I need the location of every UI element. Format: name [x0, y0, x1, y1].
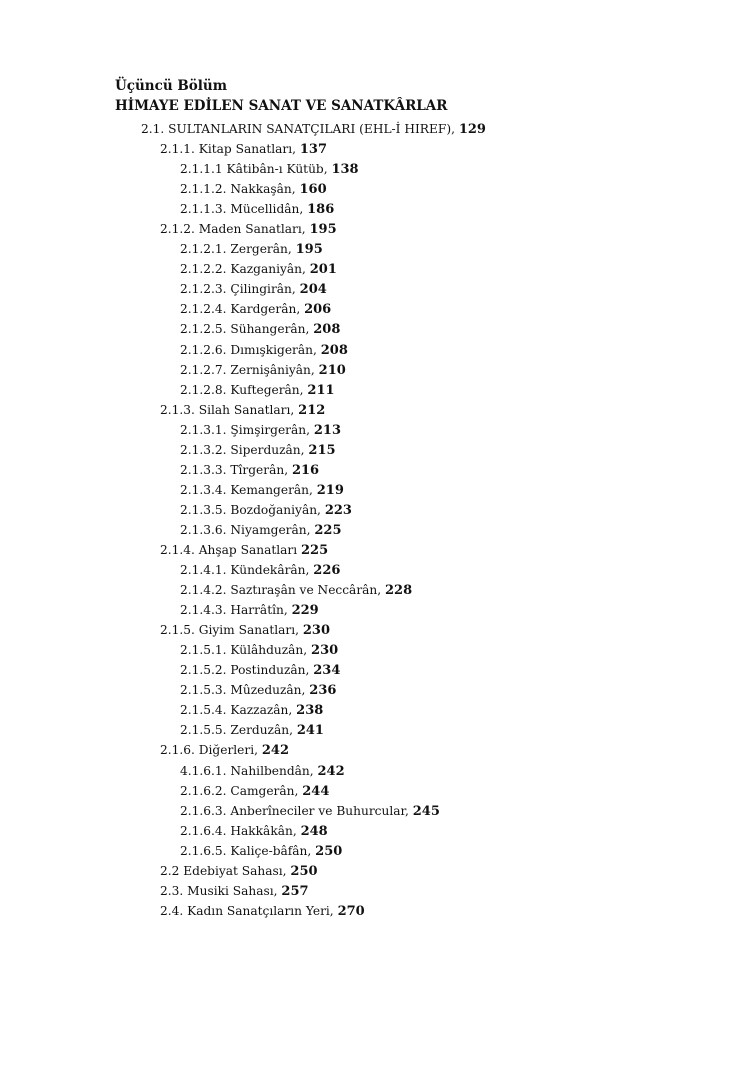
- toc-page-number: 226: [313, 563, 341, 579]
- toc-entry-title: 2.1.5.1. Külâhduzân,: [180, 643, 312, 658]
- toc-page-number: 257: [281, 883, 309, 899]
- toc-entry-title: 2.1.4. Ahşap Sanatları: [160, 542, 301, 557]
- toc-entry-title: 2.1.6.5. Kaliçe-bâfân,: [180, 843, 316, 858]
- toc-page-number: 186: [307, 202, 335, 218]
- toc-entry-title: 2.1.1.3. Mücellidân,: [180, 202, 308, 217]
- toc-entry: [0, 520, 739, 540]
- toc-entry-title: 2.1.2.6. Dımışkigerân,: [180, 342, 321, 357]
- toc-entry-title: 2.1.2.7. Zernişâniyân,: [180, 362, 319, 377]
- toc-entry-title: 2.1.1.1 Kâtibân-ı Kütüb,: [180, 162, 332, 177]
- toc-entry: [0, 781, 739, 801]
- toc-page-number: 195: [309, 222, 337, 238]
- toc-page-number: 208: [313, 322, 341, 338]
- section-title: HİMAYE EDİLEN SANAT VE SANATKÂRLAR: [115, 98, 448, 114]
- toc-entry: [0, 620, 739, 640]
- toc-page-number: 215: [308, 442, 336, 458]
- toc-entry: [0, 319, 739, 339]
- toc-entry: [0, 360, 739, 380]
- toc-page-number: 204: [299, 282, 327, 298]
- toc-entry-title: 2.3. Musiki Sahası,: [160, 883, 282, 898]
- toc-page-number: 216: [291, 462, 320, 478]
- toc-page-number: 195: [295, 242, 323, 258]
- toc-entry: [0, 640, 739, 660]
- toc-entry: [0, 179, 739, 199]
- toc-entry: [0, 540, 739, 560]
- toc-entry-title: 2.1.5.5. Zerduzân,: [180, 723, 297, 738]
- toc-entry: [0, 500, 739, 520]
- toc-page-number: 228: [385, 583, 413, 599]
- toc-page-number: 236: [309, 683, 337, 699]
- toc-entry-title: 2.1.3.5. Bozdoğaniyân,: [180, 502, 325, 517]
- toc-page-number: 210: [318, 362, 346, 378]
- toc-entry-title: 2.1.6.4. Hakkâkân,: [180, 823, 301, 838]
- toc-page-number: 206: [304, 302, 332, 318]
- toc-entry-title: 2.1.2.5. Sühangerân,: [180, 322, 314, 337]
- toc-entry-title: 2.4. Kadın Sanatçıların Yeri,: [160, 903, 338, 918]
- toc-entry-title: 2.1.4.3. Harrâtîn,: [180, 603, 292, 618]
- toc-entry: [0, 660, 739, 680]
- toc-entry: [0, 801, 739, 821]
- toc-entry: [0, 340, 739, 360]
- table-of-contents: [0, 119, 739, 921]
- toc-entry: [0, 259, 739, 279]
- toc-entry: [0, 380, 739, 400]
- toc-entry-title: 2.1.3. Silah Sanatları,: [160, 402, 299, 417]
- toc-entry-title: 2.1.5.4. Kazzazân,: [180, 703, 297, 718]
- toc-entry: [0, 841, 739, 861]
- toc-entry: [0, 239, 739, 259]
- toc-entry-title: 2.1.3.3. Tîrgerân,: [180, 462, 292, 477]
- toc-entry: [0, 700, 739, 720]
- toc-page-number: 250: [315, 843, 343, 859]
- toc-page-number: 241: [296, 723, 324, 739]
- toc-page-number: 248: [300, 823, 328, 839]
- toc-page-number: 238: [296, 703, 324, 719]
- toc-entry: [0, 159, 739, 179]
- toc-page-number: 138: [331, 162, 359, 178]
- toc-entry-title: 2.1.1.2. Nakkaşân,: [180, 182, 300, 197]
- toc-entry-title: 2.1.4.1. Kündekârân,: [180, 563, 314, 578]
- toc-entry: [0, 299, 739, 319]
- toc-page-number: 223: [324, 502, 352, 518]
- toc-entry-title: 2.1.6.3. Anberîneciler ve Buhurcular,: [180, 803, 413, 818]
- toc-entry-title: 2.1.3.6. Niyamgerân,: [180, 522, 315, 537]
- toc-entry: [0, 580, 739, 600]
- toc-entry: [0, 400, 739, 420]
- toc-entry: [0, 821, 739, 841]
- toc-page-number: 244: [302, 783, 330, 799]
- toc-entry-title: 2.1.5.3. Mûzeduzân,: [180, 683, 310, 698]
- toc-page-number: 242: [261, 743, 289, 759]
- toc-entry: [0, 219, 739, 239]
- toc-entry: [0, 861, 739, 881]
- toc-page-number: 219: [316, 482, 344, 498]
- toc-entry-title: 2.1.6. Diğerleri,: [160, 743, 262, 758]
- toc-entry: [0, 761, 739, 781]
- toc-entry: [0, 440, 739, 460]
- toc-entry: [0, 680, 739, 700]
- toc-entry: [0, 460, 739, 480]
- toc-entry-title: 2.1.1. Kitap Sanatları,: [160, 142, 300, 157]
- toc-entry-title: 2.1.2.3. Çilingirân,: [180, 282, 300, 297]
- toc-entry-title: 2.1.3.4. Kemangerân,: [180, 482, 317, 497]
- toc-page-number: 213: [313, 422, 342, 438]
- toc-page-number: 242: [317, 763, 345, 779]
- toc-entry: [0, 560, 739, 580]
- toc-entry: [0, 199, 739, 219]
- toc-page-number: 129: [458, 122, 486, 137]
- toc-page-number: 270: [337, 903, 365, 919]
- toc-entry-title: 2.1.2. Maden Sanatları,: [160, 222, 310, 237]
- toc-page-number: 137: [299, 142, 328, 158]
- toc-entry-title: 2.1. SULTANLARIN SANATÇILARI (EHL-İ HIREF),: [141, 122, 459, 136]
- toc-entry-title: 2.1.2.2. Kazganiyân,: [180, 262, 310, 277]
- toc-entry-title: 2.1.2.1. Zergerân,: [180, 242, 296, 257]
- toc-entry: [0, 279, 739, 299]
- toc-entry: [0, 881, 739, 901]
- toc-page-number: 229: [291, 603, 319, 619]
- toc-page-number: 225: [314, 522, 342, 538]
- toc-entry-title: 2.1.2.4. Kardgerân,: [180, 302, 305, 317]
- toc-entry-title: 2.1.3.1. Şimşirgerân,: [180, 422, 314, 437]
- toc-entry-title: 2.1.4.2. Saztıraşân ve Neccârân,: [180, 583, 386, 598]
- toc-entry: [0, 740, 739, 760]
- toc-entry: [0, 420, 739, 440]
- toc-page-number: 201: [309, 262, 337, 278]
- toc-page-number: 225: [301, 542, 329, 558]
- toc-page-number: 245: [412, 803, 440, 819]
- toc-page-number: 160: [299, 182, 327, 198]
- toc-page-number: 230: [302, 623, 331, 639]
- toc-page-number: 250: [290, 863, 318, 879]
- toc-entry: [0, 139, 739, 159]
- toc-entry: [0, 119, 739, 139]
- toc-page-number: 208: [320, 342, 348, 358]
- toc-entry-title: 2.1.2.8. Kuftegerân,: [180, 382, 308, 397]
- toc-entry: [0, 901, 739, 921]
- toc-entry: [0, 720, 739, 740]
- toc-entry-title: 2.1.3.2. Siperduzân,: [180, 442, 309, 457]
- toc-page-number: 211: [307, 382, 335, 398]
- part-title: Üçüncü Bölüm: [115, 78, 228, 94]
- toc-entry-title: 2.1.6.2. Camgerân,: [180, 783, 303, 798]
- toc-entry: [0, 600, 739, 620]
- toc-entry-title: 2.2 Edebiyat Sahası,: [160, 863, 291, 878]
- toc-entry-title: 4.1.6.1. Nahilbendân,: [180, 763, 318, 778]
- toc-entry: [0, 480, 739, 500]
- toc-page-number: 230: [311, 643, 339, 659]
- toc-entry-title: 2.1.5. Giyim Sanatları,: [160, 623, 303, 638]
- toc-page-number: 234: [313, 663, 341, 679]
- toc-entry-title: 2.1.5.2. Postinduzân,: [180, 663, 314, 678]
- toc-page-number: 212: [298, 402, 326, 418]
